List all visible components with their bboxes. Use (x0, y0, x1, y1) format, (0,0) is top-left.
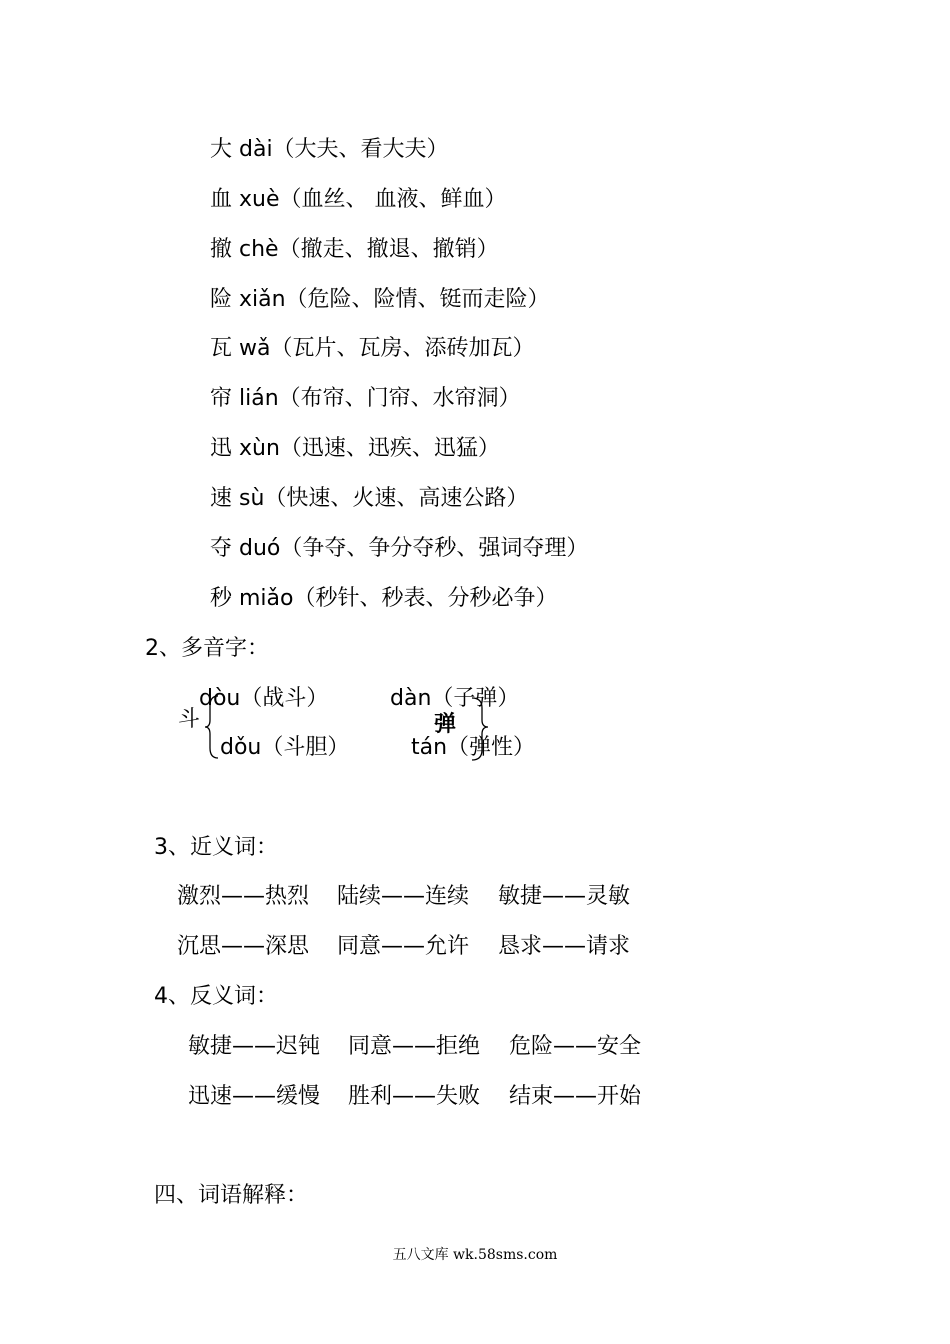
section-heading: 四、词语解释： (154, 1183, 309, 1208)
polyphone-char-dan: 弹 (434, 712, 457, 737)
polyphone-heading: 2、多音字： (145, 636, 269, 661)
polyphone-reading: tán（弹性） (411, 735, 536, 760)
antonym-pair: 危险——安全 (509, 1034, 642, 1059)
char-entry: 撤 chè（撤走、撤退、撤销） (210, 237, 499, 262)
page-footer: 五八文库 wk.58sms.com (392, 1247, 558, 1263)
polyphone-reading: dàn（子弹） (390, 686, 520, 711)
antonym-pair: 同意——拒绝 (348, 1034, 481, 1059)
antonym-pair: 结束——开始 (509, 1084, 642, 1109)
antonyms-heading: 4、反义词： (154, 984, 278, 1009)
char-entry: 迅 xùn（迅速、迅疾、迅猛） (210, 436, 500, 461)
synonym-pair: 恳求——请求 (498, 934, 631, 959)
char-entry: 险 xiǎn（危险、险情、铤而走险） (210, 287, 550, 312)
synonym-pair: 同意——允许 (337, 934, 470, 959)
char-entry: 夺 duó（争夺、争分夺秒、强词夺理） (210, 536, 589, 561)
char-entry: 帘 lián（布帘、门帘、水帘洞） (210, 386, 521, 411)
polyphone-char-dou: 斗 (178, 707, 201, 732)
antonym-pair: 迅速——缓慢 (188, 1084, 321, 1109)
char-entry: 大 dài（大夫、看大夫） (210, 137, 449, 162)
synonyms-heading: 3、近义词： (154, 835, 278, 860)
char-entry: 秒 miǎo（秒针、秒表、分秒必争） (210, 586, 558, 611)
char-entry: 瓦 wǎ（瓦片、瓦房、添砖加瓦） (210, 336, 535, 361)
synonym-pair: 陆续——连续 (337, 884, 470, 909)
synonym-pair: 敏捷——灵敏 (498, 884, 631, 909)
polyphone-reading: dǒu（斗胆） (220, 735, 350, 760)
synonym-pair: 沉思——深思 (177, 934, 310, 959)
antonym-pair: 胜利——失败 (348, 1084, 481, 1109)
synonym-pair: 激烈——热烈 (177, 884, 310, 909)
char-entry: 血 xuè（血丝、 血液、鲜血） (210, 187, 507, 212)
right-brace-icon (468, 696, 490, 762)
char-entry: 速 sù（快速、火速、高速公路） (210, 486, 529, 511)
antonym-pair: 敏捷——迟钝 (188, 1034, 321, 1059)
polyphone-reading: dòu（战斗） (199, 686, 329, 711)
